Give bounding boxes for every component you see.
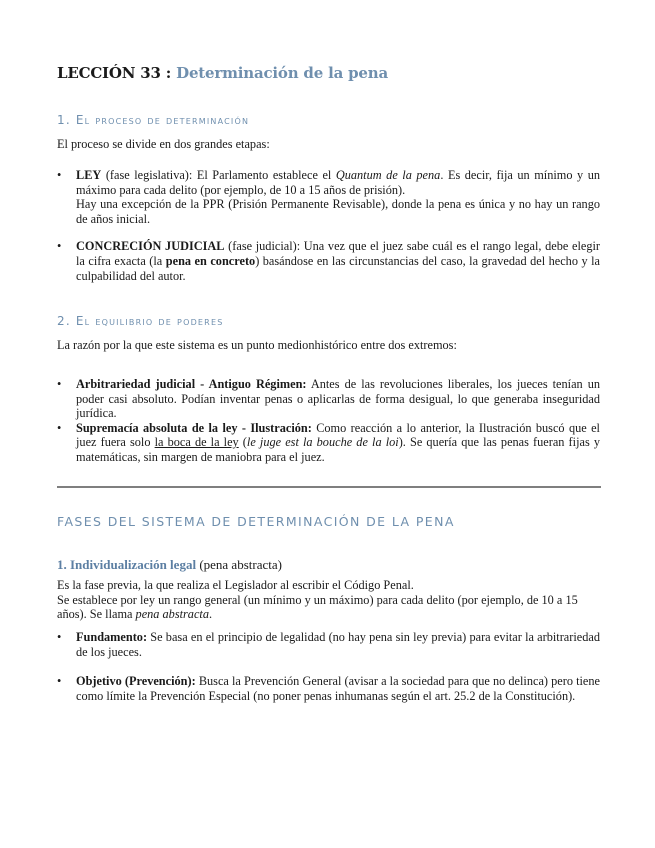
lesson-colon: : [160, 64, 177, 82]
list-item-objetivo [57, 674, 600, 703]
item-italic: le juge est la bouche de la loi [246, 435, 399, 450]
item-text: ). Se quería que las penas fueran fijas y matemáticas, sin margen de maniobra para el juez. [76, 435, 601, 464]
item-bold: pena en concreto [165, 253, 256, 268]
item-text: ) basándose en las circunstancias del caso, la gravedad del hecho y la culpabilidad del autor. [76, 253, 601, 283]
term-concrecion: CONCRECIÓN JUDICIAL [76, 239, 225, 254]
item-text: ( [238, 435, 247, 450]
term-objetivo: Objetivo (Prevención): [76, 674, 196, 689]
bullet: • [57, 420, 62, 435]
item-text: Se basa en el principio de legalidad (no hay pena sin ley previa) para evitar la arbitrariedad de los jueces. [76, 630, 600, 659]
phases-heading: FASES DEL SISTEMA DE DETERMINACIÓN DE LA PENA [57, 514, 455, 529]
list-item-ley [57, 168, 600, 226]
section-1-list [57, 168, 600, 283]
section-2-list [57, 377, 600, 465]
section-1-intro: El proceso se divide en dos grandes etapas: [57, 137, 270, 151]
item-note: Hay una excepción de la PPR (Prisión Permanente Revisable), donde la pena es única y no hay un rango de años inicial. [76, 197, 600, 226]
item-text: (fase legislativa): El Parlamento establece el [101, 168, 336, 182]
phase-1-list [57, 630, 600, 703]
phase-1-title: 1. Individualización legal [57, 557, 197, 572]
horizontal-divider [57, 486, 601, 488]
term-arbitrariedad: Arbitrariedad judicial - Antiguo Régimen: [76, 377, 307, 391]
list-item-fundamento [57, 630, 600, 659]
list-item-supremacia [57, 421, 600, 465]
phase-1-paragraph [57, 578, 597, 622]
item-italic: Quantum de la pena [335, 168, 441, 182]
term-ley: LEY [76, 168, 102, 182]
item-text: (fase judicial): Una vez que el juez sabe cuál es el rango legal, debe elegir la cifra exacta (la [76, 239, 600, 268]
section-2-intro: La razón por la que este sistema es un punto medionhistórico entre dos extremos: [57, 338, 457, 352]
lesson-number: LECCIÓN 33 [57, 64, 161, 82]
item-text: Antes de las revoluciones liberales, los jueces tenían un poder casi absoluto. Podían inventar penas o aplicarlas de forma desigual, lo que generaba inseguridad jurídica. [76, 377, 601, 421]
item-text: . Es decir, fija un mínimo y un máximo para cada delito (por ejemplo, de 10 a 15 años de prisión). [76, 168, 601, 197]
paragraph-line: Es la fase previa, la que realiza el Legislador al escribir el Código Penal. [57, 578, 414, 592]
term-fundamento: Fundamento: [76, 630, 148, 644]
bullet: • [57, 377, 62, 391]
paragraph-line: Se establece por ley un rango general (un mínimo y un máximo) para cada delito (por ejemplo, de 10 a 15 años). Se llama [57, 592, 578, 622]
paragraph-italic: pena abstracta [135, 607, 209, 622]
lesson-title [57, 64, 388, 82]
section-1-heading: 1. El proceso de determinación [57, 113, 250, 127]
item-text: Como reacción a lo anterior, la Ilustración buscó que el juez fuera solo [76, 420, 600, 450]
list-item-arbitrariedad [57, 377, 600, 421]
bullet: • [57, 674, 62, 689]
bullet: • [57, 239, 62, 254]
phase-1-heading [57, 557, 282, 573]
phase-1-note: (pena abstracta) [196, 557, 282, 572]
item-underlined: la boca de la ley [154, 435, 239, 450]
section-2-heading: 2. El equilibrio de poderes [57, 314, 224, 328]
bullet: • [57, 168, 62, 182]
term-supremacia: Supremacía absoluta de la ley - Ilustración: [76, 420, 312, 435]
paragraph-line: . [208, 607, 213, 622]
list-item-concrecion [57, 239, 600, 283]
lesson-subtitle: Determinación de la pena [176, 64, 388, 82]
bullet: • [57, 630, 62, 644]
item-text: Busca la Prevención General (avisar a la sociedad para que no delinca) pero tiene como límite la Prevención Especial (no poner penas inhumanas según el art. 25.2 de la Constitución). [76, 674, 600, 703]
